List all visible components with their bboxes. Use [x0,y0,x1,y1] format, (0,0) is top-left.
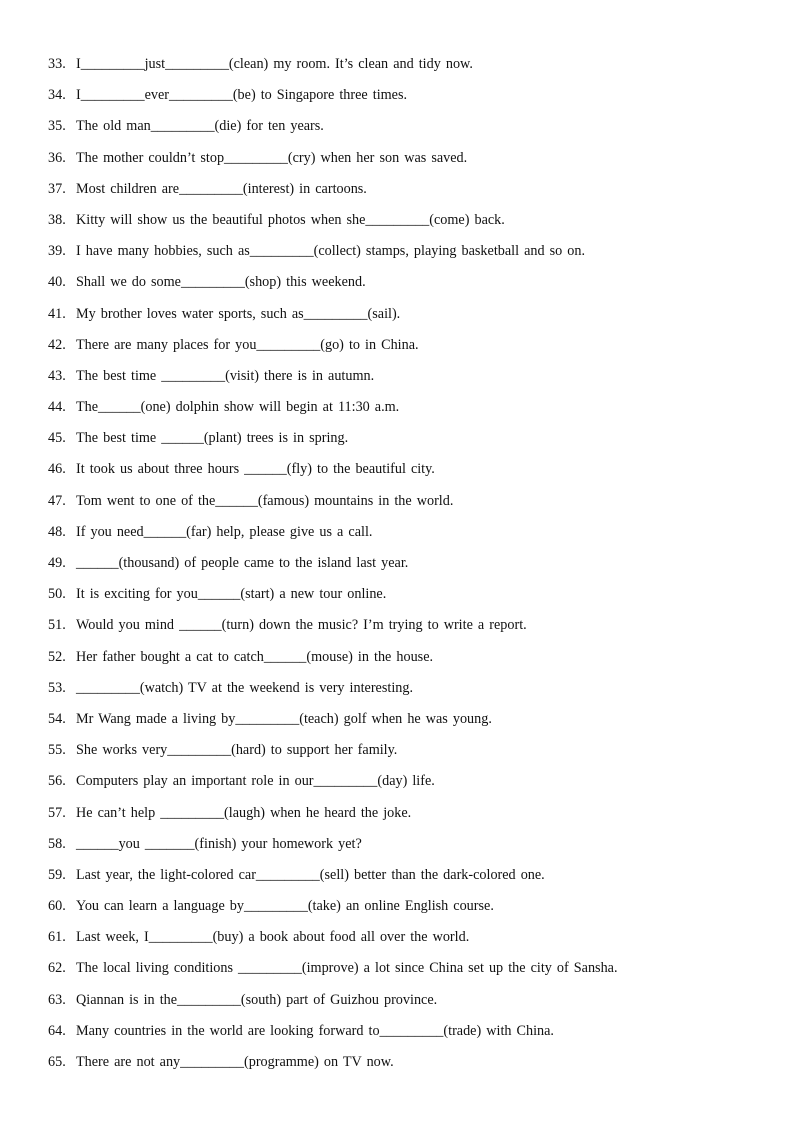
exercise-number: 53. [48,679,66,696]
exercise-sentence: Last week, I_________(buy) a book about food all over the world. [76,929,470,946]
exercise-sentence: Mr Wang made a living by_________(teach) golf when he was young. [76,710,492,727]
exercise-item [48,241,618,272]
exercise-number: 59. [48,866,66,883]
exercise-number: 41. [48,305,66,322]
exercise-number: 47. [48,492,66,509]
exercise-sentence: It is exciting for you______(start) a new tour online. [76,586,387,603]
exercise-number: 52. [48,648,66,665]
exercise-sentence: I have many hobbies, such as_________(collect) stamps, playing basketball and so on. [76,243,586,260]
exercise-item [48,647,618,678]
exercise-item [48,85,618,116]
exercise-item [48,584,618,615]
exercise-number: 37. [48,180,66,197]
exercise-sentence: You can learn a language by_________(take) an online English course. [76,898,494,915]
exercise-number: 57. [48,804,66,821]
exercise-sentence: Would you mind ______(turn) down the music? I’m trying to write a report. [76,617,527,634]
exercise-sentence: Most children are_________(interest) in cartoons. [76,180,367,197]
exercise-number: 55. [48,742,66,759]
exercise-item [48,709,618,740]
exercise-item [48,491,618,522]
exercise-number: 40. [48,274,66,291]
exercise-number: 38. [48,211,66,228]
exercise-number: 54. [48,710,66,727]
exercise-number: 64. [48,1022,66,1039]
exercise-item [48,459,618,490]
exercise-item [48,304,618,335]
exercise-item [48,54,618,85]
exercise-sentence: The mother couldn’t stop_________(cry) when her son was saved. [76,149,468,166]
exercise-item [48,210,618,241]
exercise-sentence: Shall we do some_________(shop) this weekend. [76,274,366,291]
exercise-item [48,927,618,958]
exercise-item [48,865,618,896]
exercise-sentence: The best time _________(visit) there is in autumn. [76,367,375,384]
exercise-sentence: Computers play an important role in our_________(day) life. [76,773,435,790]
exercise-sentence: Qiannan is in the_________(south) part of Guizhou province. [76,991,438,1008]
exercise-sentence: The best time ______(plant) trees is in spring. [76,430,349,447]
exercise-sentence: Many countries in the world are looking forward to_________(trade) with China. [76,1022,554,1039]
exercise-sentence: The old man_________(die) for ten years. [76,118,324,135]
exercise-item [48,553,618,584]
exercise-item [48,148,618,179]
exercise-number: 60. [48,898,66,915]
exercise-sentence: My brother loves water sports, such as_________(sail). [76,305,401,322]
exercise-number: 49. [48,555,66,571]
exercise-number: 34. [48,87,66,104]
exercise-item [48,958,618,989]
exercise-item [48,428,618,459]
exercise-sentence: There are many places for you_________(go) to in China. [76,336,419,353]
exercise-sentence: Last year, the light-colored car_________(sell) better than the dark-colored one. [76,866,545,883]
exercise-sentence: I_________just_________(clean) my room. It’s clean and tidy now. [76,56,473,72]
exercise-sentence: The local living conditions _________(improve) a lot since China set up the city of Sansha. [76,960,618,977]
exercise-number: 35. [48,118,66,135]
exercise-item [48,771,618,802]
exercise-sentence: If you need______(far) help, please give us a call. [76,523,373,540]
exercise-number: 63. [48,991,66,1008]
exercise-item [48,678,618,709]
exercise-item [48,803,618,834]
exercise-sentence: There are not any_________(programme) on TV now. [76,1054,394,1070]
exercise-list [48,54,618,1083]
exercise-number: 36. [48,149,66,166]
exercise-number: 42. [48,336,66,353]
exercise-item [48,615,618,646]
exercise-item [48,896,618,927]
exercise-item [48,116,618,147]
exercise-number: 39. [48,243,66,260]
exercise-sentence: It took us about three hours ______(fly) to the beautiful city. [76,461,435,478]
exercise-number: 48. [48,523,66,540]
exercise-number: 65. [48,1054,66,1070]
exercise-number: 46. [48,461,66,478]
exercise-number: 51. [48,617,66,634]
exercise-number: 50. [48,586,66,603]
exercise-number: 43. [48,367,66,384]
exercise-sentence: Tom went to one of the______(famous) mountains in the world. [76,492,454,509]
exercise-item [48,1021,618,1052]
exercise-item [48,366,618,397]
exercise-item [48,990,618,1021]
exercise-number: 45. [48,430,66,447]
exercise-sentence: She works very_________(hard) to support her family. [76,742,398,759]
exercise-sentence: ______(thousand) of people came to the island last year. [76,555,409,571]
exercise-item [48,179,618,210]
exercise-number: 62. [48,960,66,977]
exercise-number: 33. [48,56,66,72]
exercise-item [48,272,618,303]
exercise-sentence: Kitty will show us the beautiful photos when she_________(come) back. [76,211,505,228]
exercise-item [48,834,618,865]
exercise-item [48,335,618,366]
exercise-sentence: I_________ever_________(be) to Singapore three times. [76,87,408,104]
exercise-item [48,740,618,771]
exercise-number: 56. [48,773,66,790]
exercise-sentence: The______(one) dolphin show will begin at 11:30 a.m. [76,399,400,416]
exercise-item [48,397,618,428]
exercise-item [48,522,618,553]
exercise-sentence: Her father bought a cat to catch______(mouse) in the house. [76,648,434,665]
exercise-sentence: ______you _______(finish) your homework yet? [76,835,362,852]
exercise-number: 58. [48,835,66,852]
exercise-number: 44. [48,399,66,416]
exercise-number: 61. [48,929,66,946]
exercise-sentence: _________(watch) TV at the weekend is very interesting. [76,679,413,696]
exercise-sentence: He can’t help _________(laugh) when he heard the joke. [76,804,412,821]
exercise-item [48,1052,618,1083]
